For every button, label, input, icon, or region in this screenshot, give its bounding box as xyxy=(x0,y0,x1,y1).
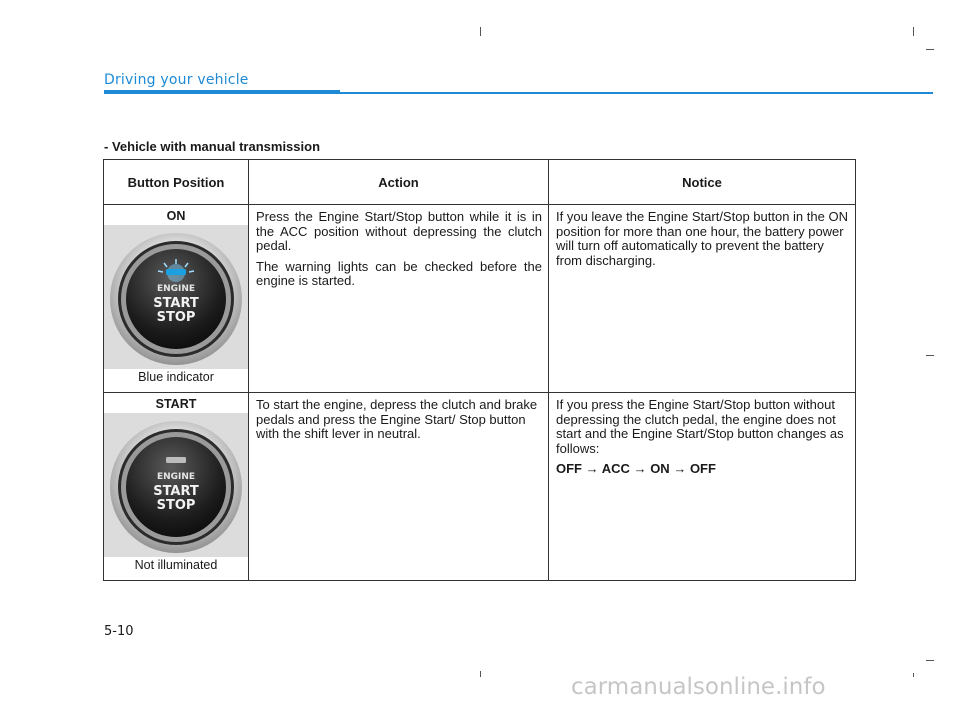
crop-mark xyxy=(926,355,934,356)
position-caption: Blue indicator xyxy=(138,370,214,384)
crop-mark xyxy=(926,49,934,50)
action-text: To start the engine, depress the clutch and brake pedals and press the Engine Start/ Stop button with the shift lever in neutral. xyxy=(256,397,538,441)
position-label: START xyxy=(155,397,197,411)
position-label: ON xyxy=(166,209,186,223)
button-text-engine: ENGINE xyxy=(156,472,196,482)
state-sequence xyxy=(556,462,849,477)
arrow-right-icon: → xyxy=(585,461,599,476)
unlit-indicator xyxy=(166,457,186,463)
position-cell-start xyxy=(104,393,249,581)
crop-mark xyxy=(913,27,914,36)
button-text-engine: ENGINE xyxy=(156,284,196,294)
crop-mark xyxy=(926,660,934,661)
notice-cell-start xyxy=(549,393,856,581)
table-row-start xyxy=(104,393,856,581)
header-notice: Notice xyxy=(549,160,856,205)
page-number: 5-10 xyxy=(104,624,134,639)
header-rule-thin xyxy=(340,92,933,94)
button-text-stop: STOP xyxy=(156,498,196,513)
sequence-step: OFF xyxy=(689,461,716,476)
notice-cell-on xyxy=(549,205,856,393)
subheading: - Vehicle with manual transmission xyxy=(104,139,321,154)
engine-start-stop-button-icon xyxy=(104,225,248,369)
action-text: Press the Engine Start/Stop button while it is in the ACC position without depressing the clutch pedal. xyxy=(256,209,542,253)
section-title: Driving your vehicle xyxy=(104,72,249,88)
arrow-right-icon: → xyxy=(673,461,687,476)
sequence-step: OFF xyxy=(556,461,582,476)
crop-mark xyxy=(480,671,481,677)
notice-text: If you leave the Engine Start/Stop button in the ON position for more than one hour, the battery power will turn off automatically to prevent the battery from discharging. xyxy=(556,209,848,268)
position-caption: Not illuminated xyxy=(134,558,218,572)
arrow-right-icon: → xyxy=(633,461,647,476)
action-cell-on xyxy=(249,205,549,393)
position-cell-on xyxy=(104,205,249,393)
sequence-step: ON xyxy=(650,461,670,476)
watermark: carmanualsonline.info xyxy=(571,674,826,700)
header-action: Action xyxy=(249,160,549,205)
crop-mark xyxy=(480,27,481,36)
header-rule-thick xyxy=(104,90,340,94)
button-text-start: START xyxy=(153,484,199,499)
engine-start-stop-button-icon xyxy=(104,413,248,557)
button-text-stop: STOP xyxy=(156,310,196,325)
action-text: The warning lights can be checked before the engine is started. xyxy=(256,258,542,288)
button-position-table xyxy=(103,159,856,581)
header-button-position: Button Position xyxy=(104,160,249,205)
button-text-start: START xyxy=(153,296,199,311)
notice-text: If you press the Engine Start/Stop button without depressing the clutch pedal, the engine does not start and the Engine Start/Stop button changes as follows: xyxy=(556,397,844,456)
table-header-row xyxy=(104,160,856,205)
table-row-on xyxy=(104,205,856,393)
action-cell-start xyxy=(249,393,549,581)
sequence-step: ACC xyxy=(601,461,630,476)
crop-mark xyxy=(913,673,914,677)
